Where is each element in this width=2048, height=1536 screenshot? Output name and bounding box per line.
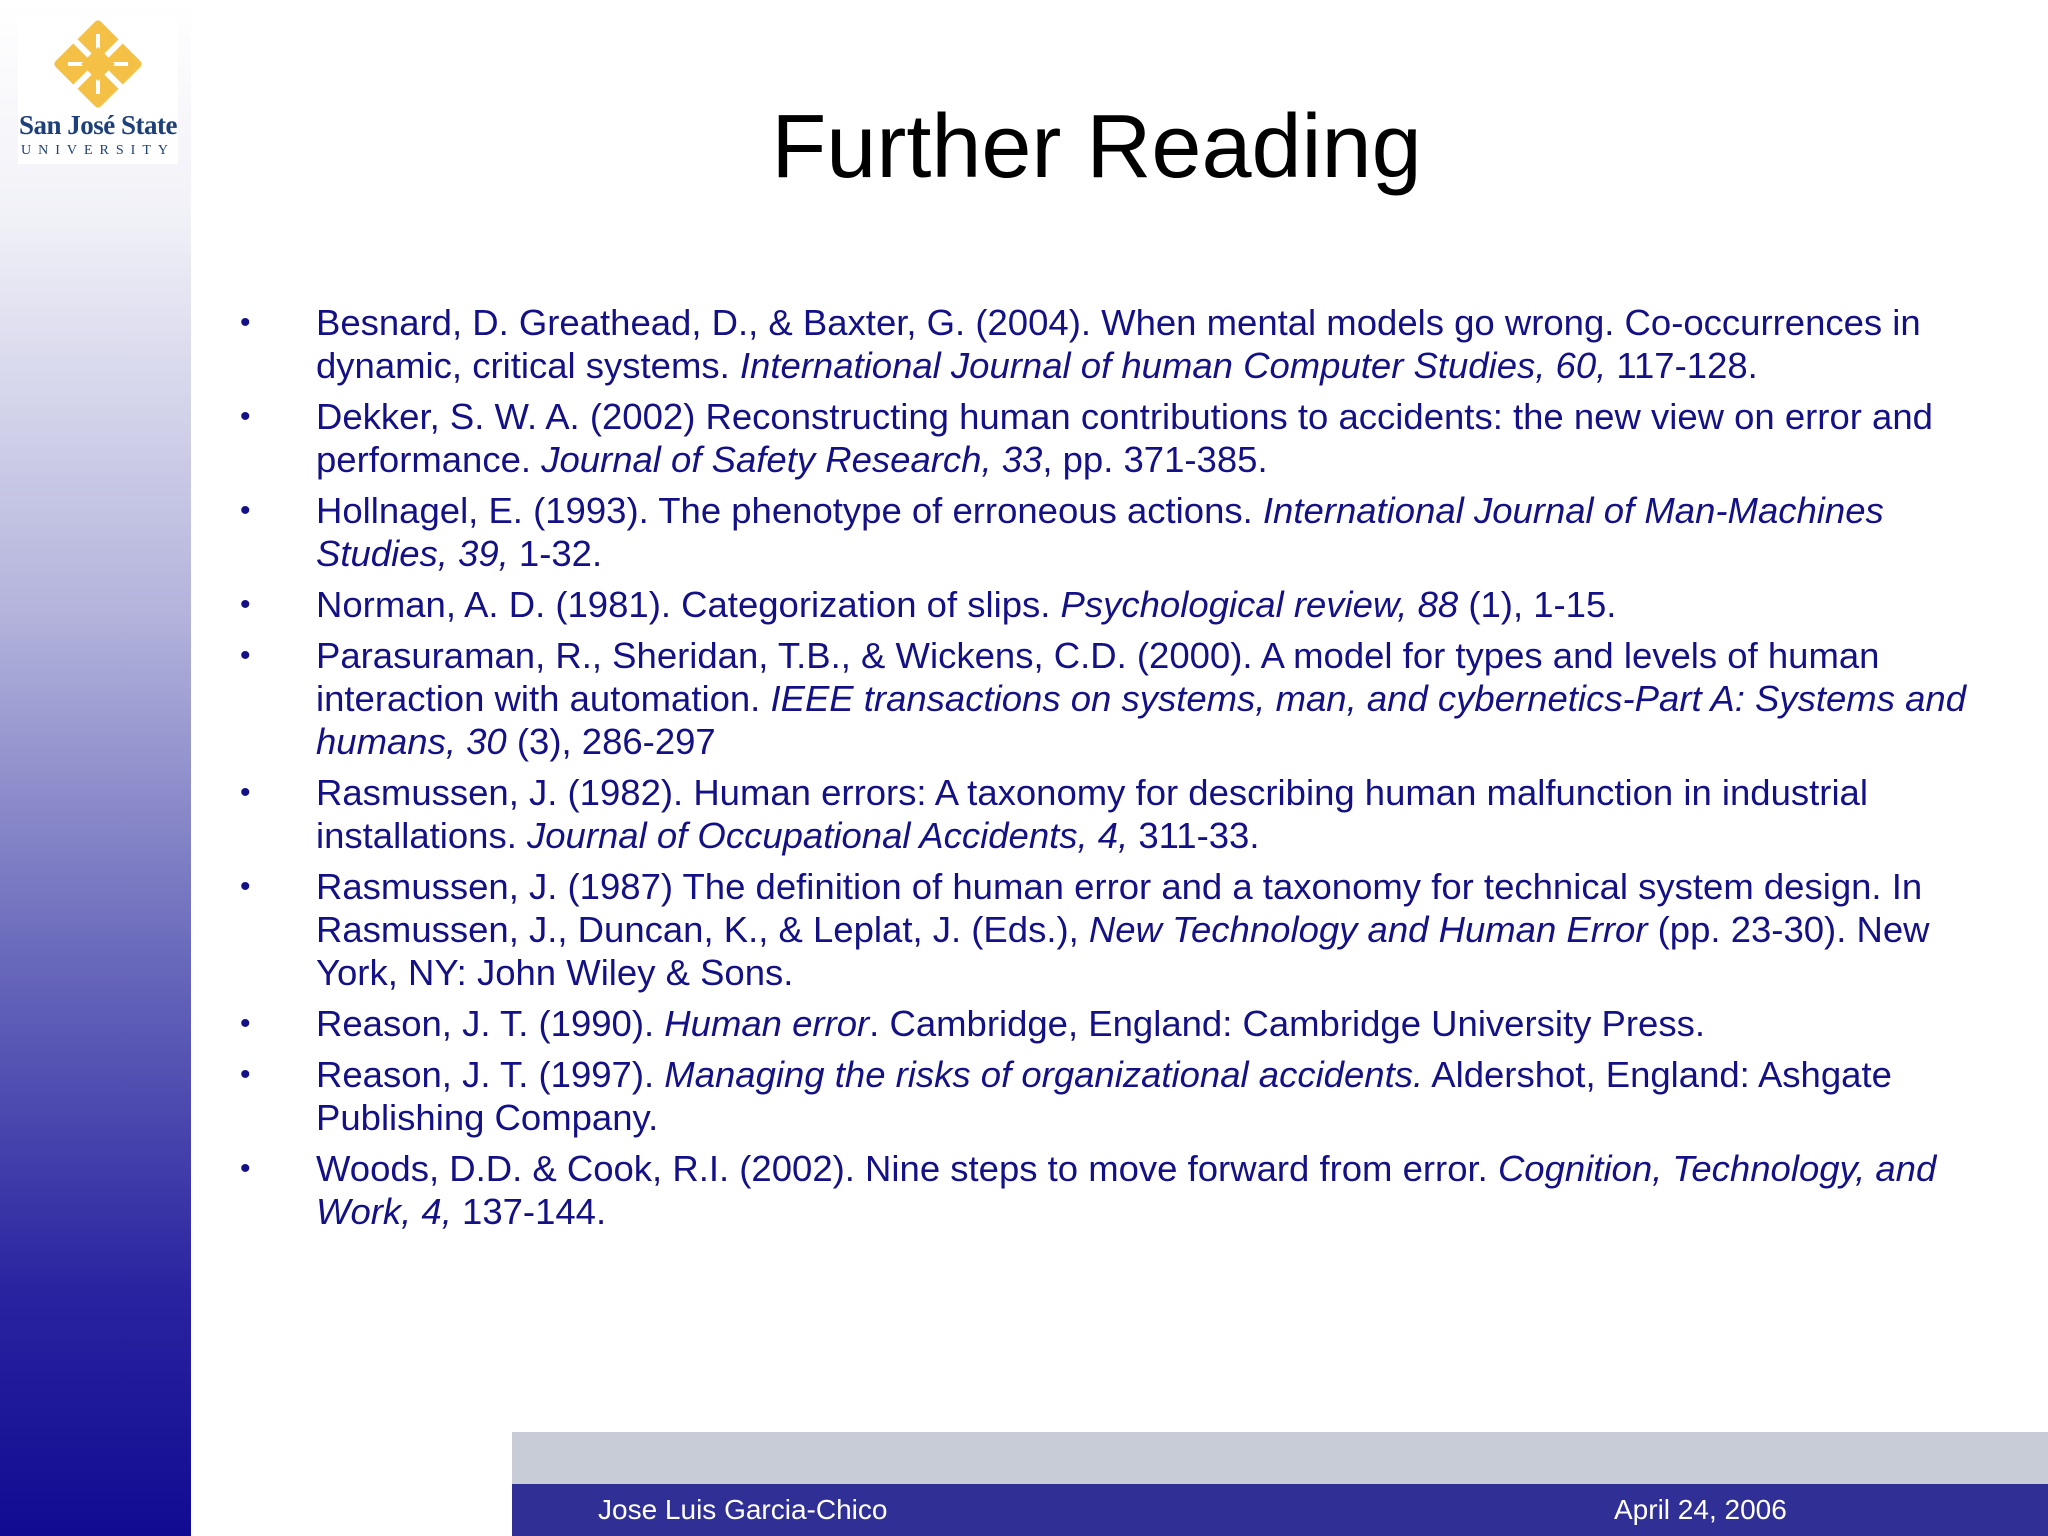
reference-list bbox=[240, 301, 2015, 1241]
bullet-icon: • bbox=[240, 588, 251, 621]
bullet-icon: • bbox=[240, 494, 251, 527]
list-item: • Rasmussen, J. (1982). Human errors: A taxonomy for describing human malfunction in industrial installations. Journal of Occupational Accidents, 4, 311-33. bbox=[240, 772, 1868, 856]
logo-name: San José State bbox=[18, 110, 177, 140]
bullet-icon: • bbox=[240, 1058, 251, 1091]
side-gradient-bar bbox=[0, 0, 191, 1536]
bullet-icon: • bbox=[240, 870, 251, 903]
slide-title: Further Reading bbox=[771, 97, 1422, 197]
logo-subtitle: UNIVERSITY bbox=[21, 143, 175, 158]
list-item: • Hollnagel, E. (1993). The phenotype of erroneous actions. International Journal of Man-Machines Studies, 39, 1-32. bbox=[240, 490, 1884, 574]
bullet-icon: • bbox=[240, 306, 251, 339]
footer-author: Jose Luis Garcia-Chico bbox=[598, 1494, 888, 1525]
bullet-icon: • bbox=[240, 1007, 251, 1040]
bullet-icon: • bbox=[240, 776, 251, 809]
bullet-icon: • bbox=[240, 400, 251, 433]
list-item: • Parasuraman, R., Sheridan, T.B., & Wickens, C.D. (2000). A model for types and levels of human interaction with automation. IEEE transactions on systems, man, and cybernetics-Part A: Systems and humans, 30 (3), 286-297 bbox=[240, 635, 1967, 762]
list-item: • Besnard, D. Greathead, D., & Baxter, G. (2004). When mental models go wrong. Co-occurrences in dynamic, critical systems. International Journal of human Computer Studies, 60, 117-128. bbox=[240, 302, 1921, 386]
list-item: • Rasmussen, J. (1987) The definition of human error and a taxonomy for technical system design. In Rasmussen, J., Duncan, K., & Leplat, J. (Eds.), New Technology and Human Error (pp. 23-30). New York, NY: John Wiley & Sons. bbox=[240, 866, 1930, 993]
university-logo bbox=[18, 18, 178, 164]
footer-gray-band bbox=[512, 1432, 2048, 1484]
list-item: • Reason, J. T. (1990). Human error. Cambridge, England: Cambridge University Press. bbox=[240, 1003, 1705, 1044]
bullet-icon: • bbox=[240, 639, 251, 672]
list-item: • Norman, A. D. (1981). Categorization of slips. Psychological review, 88 (1), 1-15. bbox=[240, 584, 1617, 625]
list-item: • Dekker, S. W. A. (2002) Reconstructing human contributions to accidents: the new view on error and performance. Journal of Safety Research, 33, pp. 371-385. bbox=[240, 396, 1933, 480]
logo-emblem-icon bbox=[18, 18, 178, 110]
footer-date: April 24, 2006 bbox=[1614, 1494, 1787, 1525]
bullet-icon: • bbox=[240, 1152, 251, 1185]
list-item: • Woods, D.D. & Cook, R.I. (2002). Nine steps to move forward from error. Cognition, Technology, and Work, 4, 137-144. bbox=[240, 1148, 1937, 1232]
list-item: • Reason, J. T. (1997). Managing the risks of organizational accidents. Aldershot, England: Ashgate Publishing Company. bbox=[240, 1054, 1892, 1138]
